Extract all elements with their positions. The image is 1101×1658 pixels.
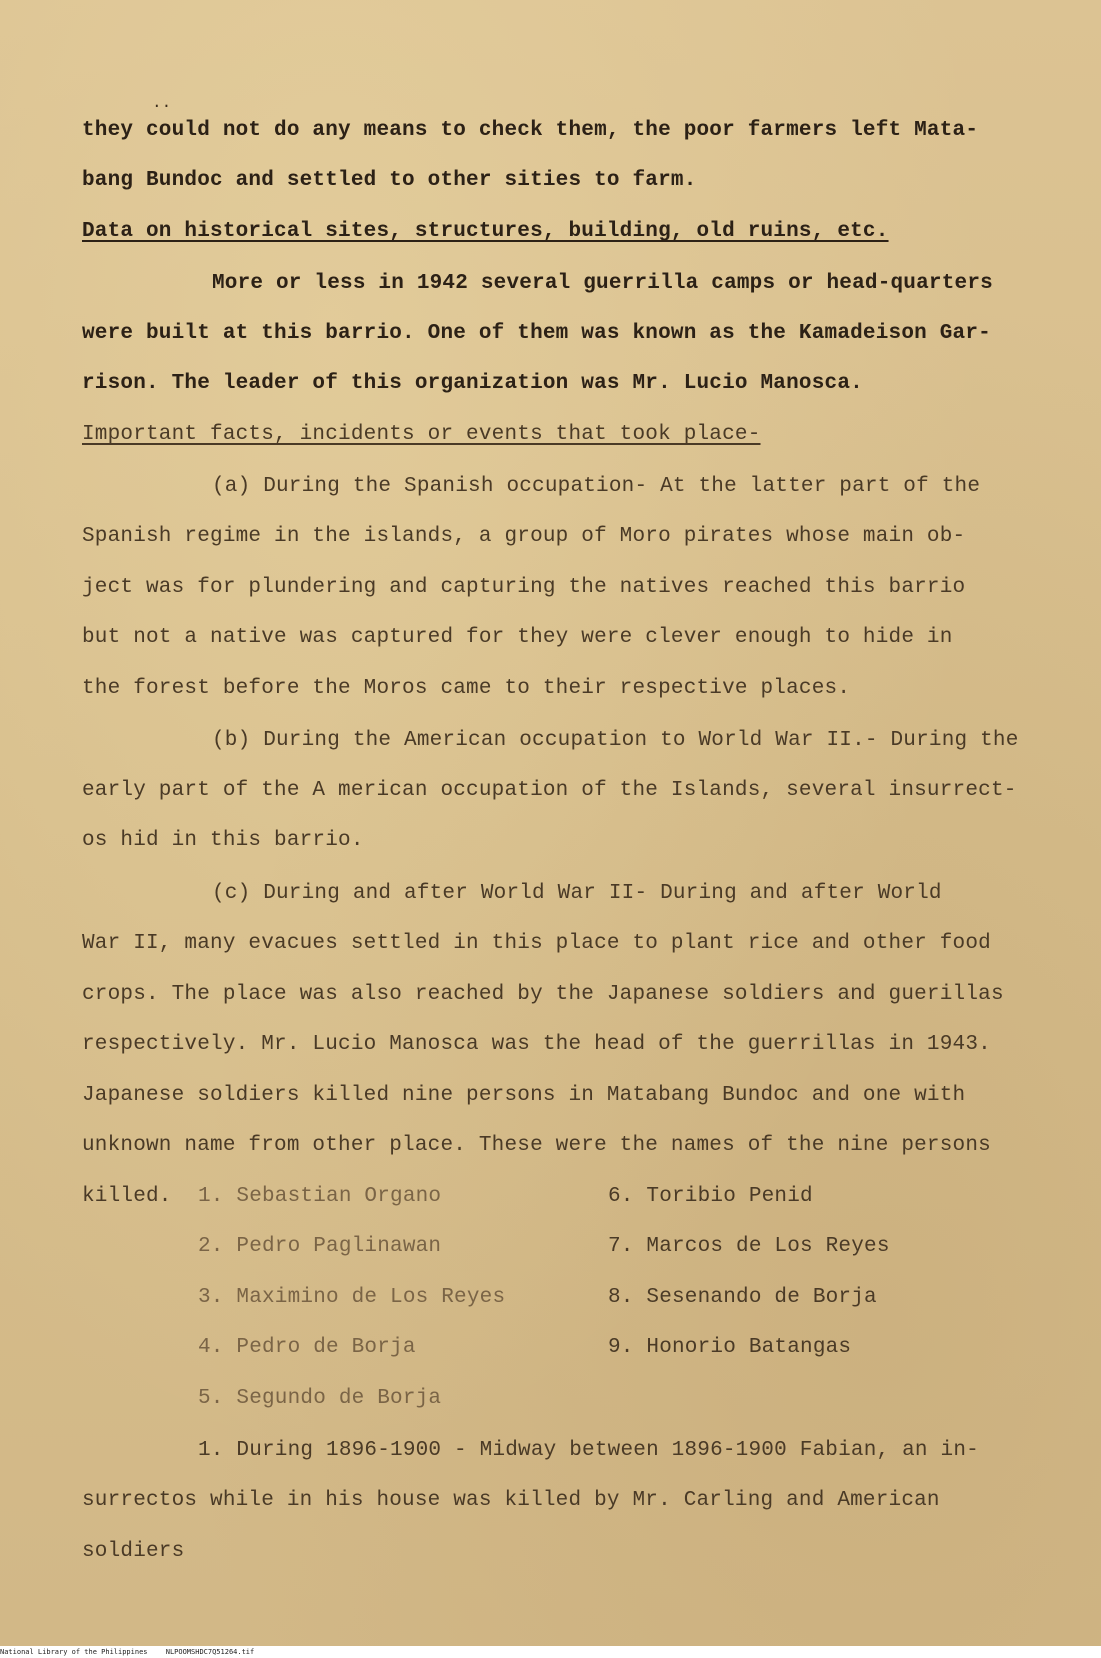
text-line: 1. During 1896-1900 - Midway between 1896-1900 Fabian, an in- bbox=[198, 1439, 979, 1462]
victim-list-item: 3. Maximino de Los Reyes bbox=[198, 1286, 506, 1309]
victim-list-item: 6. Toribio Penid bbox=[608, 1185, 813, 1208]
text-line: Japanese soldiers killed nine persons in Matabang Bundoc and one with bbox=[82, 1084, 966, 1107]
scan-footer bbox=[0, 1646, 1101, 1658]
footer-library: National Library of the Philippines bbox=[0, 1648, 148, 1656]
text-line: they could not do any means to check them, the poor farmers left Mata- bbox=[82, 119, 979, 142]
text-line: rison. The leader of this organization was Mr. Lucio Manosca. bbox=[82, 372, 863, 395]
text-line: early part of the A merican occupation of the Islands, several insurrect- bbox=[82, 779, 1017, 802]
victim-list-item: 9. Honorio Batangas bbox=[608, 1336, 852, 1359]
victim-list-item: 8. Sesenando de Borja bbox=[608, 1286, 877, 1309]
text-line: (c) During and after World War II- During and after World bbox=[212, 882, 942, 905]
text-line: War II, many evacues settled in this place to plant rice and other food bbox=[82, 932, 991, 955]
text-line: (a) During the Spanish occupation- At the latter part of the bbox=[212, 475, 981, 498]
text-line: More or less in 1942 several guerrilla camps or head-quarters bbox=[212, 272, 993, 295]
text-line: Spanish regime in the islands, a group of Moro pirates whose main ob- bbox=[82, 525, 966, 548]
text-line: but not a native was captured for they were clever enough to hide in bbox=[82, 626, 953, 649]
text-line: crops. The place was also reached by the Japanese soldiers and guerillas bbox=[82, 983, 1004, 1006]
section-heading-important-events: Important facts, incidents or events that took place- bbox=[82, 423, 761, 446]
text-line: ject was for plundering and capturing the natives reached this barrio bbox=[82, 576, 966, 599]
text-line: surrectos while in his house was killed by Mr. Carling and American bbox=[82, 1489, 940, 1512]
text-line: bang Bundoc and settled to other sities to farm. bbox=[82, 169, 697, 192]
victim-list-item: 4. Pedro de Borja bbox=[198, 1336, 416, 1359]
text-line: unknown name from other place. These were the names of the nine persons bbox=[82, 1134, 991, 1157]
text-line: respectively. Mr. Lucio Manosca was the head of the guerrillas in 1943. bbox=[82, 1033, 991, 1056]
section-heading-historical-sites: Data on historical sites, structures, building, old ruins, etc. bbox=[82, 220, 889, 243]
text-line: the forest before the Moros came to their respective places. bbox=[82, 677, 851, 700]
footer-filename: NLPOOMSHDC7Q51264.tif bbox=[165, 1648, 255, 1656]
victim-list-item: 5. Segundo de Borja bbox=[198, 1387, 442, 1410]
corner-mark: .. bbox=[152, 94, 172, 112]
victim-list-item: 7. Marcos de Los Reyes bbox=[608, 1235, 890, 1258]
text-line: soldiers bbox=[82, 1540, 185, 1563]
victim-list-item: 2. Pedro Paglinawan bbox=[198, 1235, 442, 1258]
text-line: were built at this barrio. One of them was known as the Kamadeison Gar- bbox=[82, 322, 991, 345]
victim-list-item: 1. Sebastian Organo bbox=[198, 1185, 442, 1208]
text-line: (b) During the American occupation to World War II.- During the bbox=[212, 729, 1019, 752]
killed-label: killed. bbox=[82, 1185, 172, 1208]
text-line: os hid in this barrio. bbox=[82, 829, 364, 852]
